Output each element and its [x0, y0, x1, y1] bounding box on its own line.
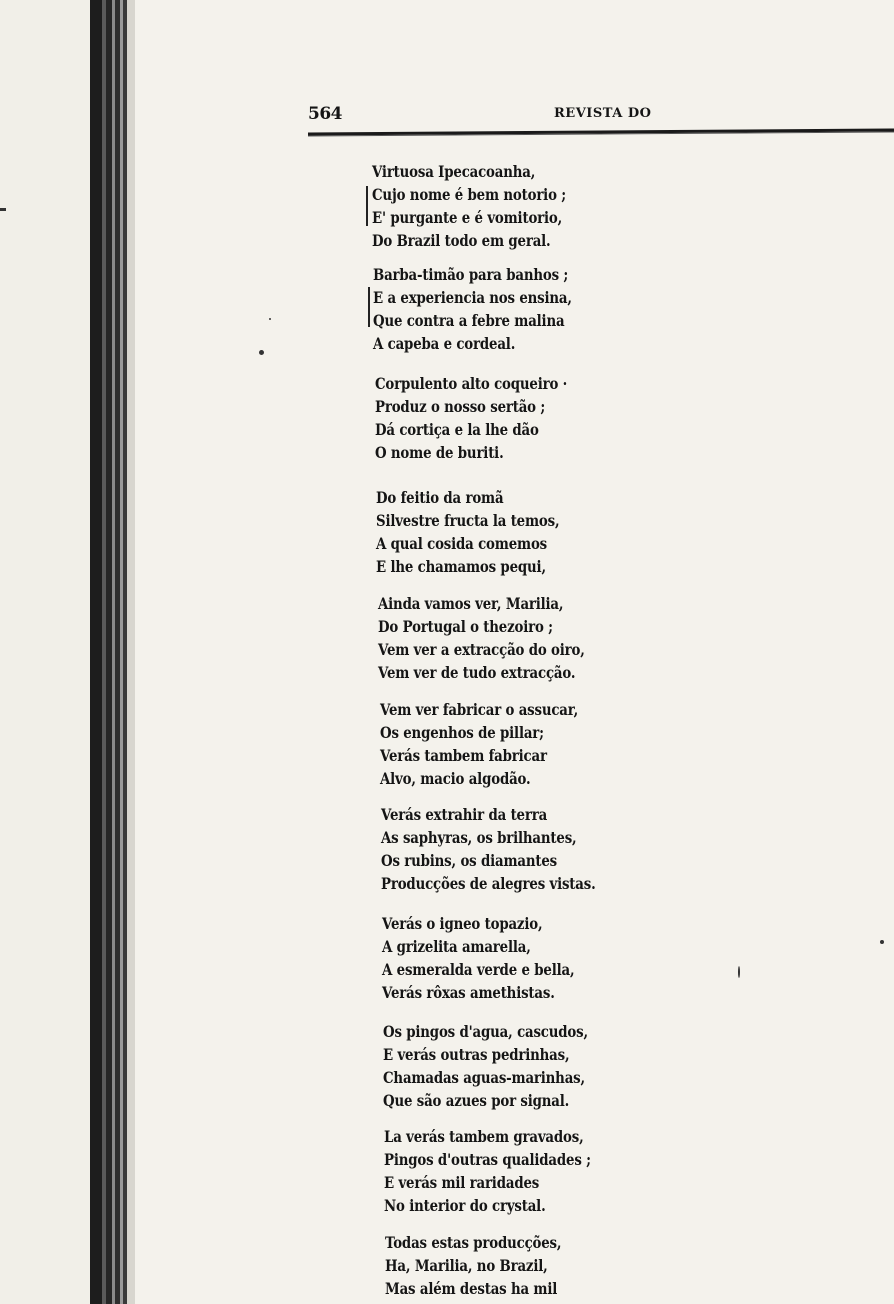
verse-line: Que são azues por signal.: [383, 1090, 570, 1110]
verse-line: Todas estas producções,: [385, 1233, 562, 1252]
verse-line: As saphyras, os brilhantes,: [381, 827, 577, 847]
verse-line: A esmeralda verde e bella,: [382, 959, 575, 979]
stanza: [381, 804, 631, 896]
verse-line: Dá cortiça e la lhe dão: [375, 419, 539, 439]
verse-line: Verás o igneo topazio,: [382, 914, 543, 933]
running-header: REVISTA DO: [554, 106, 652, 121]
stanza: [378, 593, 618, 685]
verse-line: A capeba e cordeal.: [373, 333, 516, 353]
verse-line: Alvo, macio algodão.: [380, 768, 531, 788]
stanza: [384, 1126, 625, 1218]
verse-line: Verás extrahir da terra: [381, 805, 548, 824]
verse-line: Vem ver de tudo extracção.: [378, 662, 576, 682]
verse-line: Barba-timão para banhos ;: [373, 265, 569, 284]
verse-line: Pingos d'outras qualidades ;: [384, 1149, 591, 1169]
verse-line: E lhe chamamos pequi,: [376, 556, 546, 576]
verse-line: E' purgante e é vomitorio,: [372, 207, 563, 227]
verse-line: Os rubins, os diamantes: [381, 850, 558, 870]
verse-line: Verás tambem fabricar: [380, 745, 547, 765]
verse-line: Corpulento alto coqueiro ·: [375, 374, 568, 393]
verse-line: Ha, Marilia, no Brazil,: [385, 1255, 548, 1275]
verse-line: A qual cosida comemos: [376, 533, 548, 553]
verse-line: Produz o nosso sertão ;: [375, 396, 546, 416]
verse-line: E a experiencia nos ensina,: [373, 287, 572, 307]
verse-line: Vem ver a extracção do oiro,: [378, 639, 585, 659]
verse-line: Que contra a febre malina: [373, 310, 565, 330]
stanza: [383, 1021, 621, 1113]
verse-line: Producções de alegres vistas.: [381, 873, 596, 893]
verse-line: E verás mil raridades: [384, 1172, 540, 1192]
verse-line: Mas além destas ha mil: [385, 1278, 558, 1298]
verse-line: No interior do crystal.: [384, 1195, 546, 1215]
page-number: 564: [308, 104, 342, 124]
verse-line: Cujo nome é bem notorio ;: [372, 184, 567, 204]
stanza: [380, 699, 610, 791]
stanza: [376, 487, 589, 579]
verse-line: A grizelita amarella,: [382, 936, 531, 956]
verse-line: Virtuosa Ipecacoanha,: [372, 162, 536, 181]
verse-line: Ainda vamos ver, Marilia,: [378, 594, 564, 613]
verse-line: Chamadas aguas-marinhas,: [383, 1067, 585, 1087]
verse-line: Vem ver fabricar o assucar,: [380, 700, 579, 719]
verse-line: Do Portugal o thezoiro ;: [378, 616, 553, 636]
verse-line: Do feitio da romã: [376, 488, 504, 507]
verse-line: Silvestre fructa la temos,: [376, 510, 560, 530]
stanza: [372, 161, 598, 253]
verse-line: O nome de buriti.: [375, 442, 504, 462]
verse-line: E verás outras pedrinhas,: [383, 1044, 570, 1064]
verse-line: La verás tambem gravados,: [384, 1127, 584, 1146]
stanza: [375, 373, 598, 465]
verse-line: Os pingos d'agua, cascudos,: [383, 1022, 588, 1041]
verse-line: Do Brazil todo em geral.: [372, 230, 551, 250]
stanza: [382, 913, 606, 1005]
stanza: [373, 264, 604, 356]
verse-line: Os engenhos de pillar;: [380, 722, 544, 742]
verse-line: Verás rôxas amethistas.: [382, 982, 555, 1002]
stanza: [385, 1232, 590, 1301]
